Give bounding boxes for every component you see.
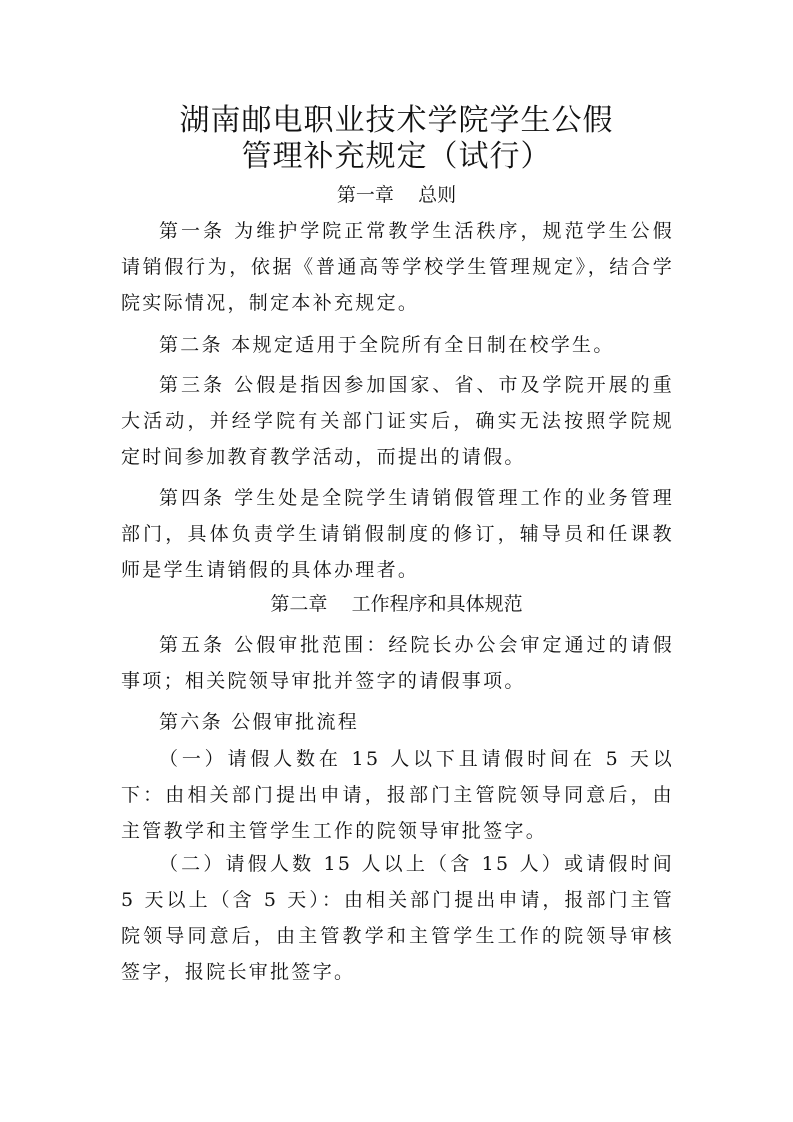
article-4-text: 学生处是全院学生请销假管理工作的业务管理部门，具体负责学生请销假制度的修订，辅导员和任课教师是学生请销假的具体办理者。 bbox=[121, 487, 674, 581]
article-4 bbox=[121, 480, 674, 588]
article-1-label: 第一条 bbox=[159, 220, 226, 242]
article-1 bbox=[121, 213, 674, 321]
article-6 bbox=[121, 704, 674, 740]
article-1-text: 为维护学院正常教学生活秩序，规范学生公假请销假行为，依据《普通高等学校学生管理规定》，结合学院实际情况，制定本补充规定。 bbox=[121, 220, 674, 314]
document-title-line-2: 管理补充规定（试行） bbox=[241, 139, 552, 174]
document-title-line-1: 湖南邮电职业技术学院学生公假 bbox=[179, 103, 614, 138]
article-3-text: 公假是指因参加国家、省、市及学院开展的重大活动，并经学院有关部门证实后，确实无法按照学院规定时间参加教育教学活动，而提出的请假。 bbox=[121, 374, 674, 468]
article-2 bbox=[121, 327, 674, 363]
list-item-2: （二）请假人数 15 人以上（含 15 人）或请假时间 5 天以上（含 5 天）：由相关部门提出申请，报部门主管院领导同意后，由主管教学和主管学生工作的院领导审核签字，报院长审批签字。 bbox=[121, 853, 674, 983]
article-2-label: 第二条 bbox=[159, 334, 223, 356]
chapter-1-heading: 第一章 总则 bbox=[336, 184, 457, 206]
list-item-1: （一）请假人数在 15 人以下且请假时间在 5 天以下：由相关部门提出申请，报部门主管院领导同意后，由主管教学和主管学生工作的院领导审批签字。 bbox=[121, 748, 674, 842]
article-3 bbox=[121, 367, 674, 475]
article-6-text: 公假审批流程 bbox=[231, 711, 360, 733]
article-5 bbox=[121, 627, 674, 699]
article-3-label: 第三条 bbox=[159, 374, 226, 396]
chapter-2-heading: 第二章 工作程序和具体规范 bbox=[270, 593, 523, 615]
article-5-text: 公假审批范围：经院长办公会审定通过的请假事项；相关院领导审批并签字的请假事项。 bbox=[121, 634, 674, 692]
article-4-label: 第四条 bbox=[159, 487, 226, 509]
article-5-label: 第五条 bbox=[159, 634, 226, 656]
article-6-label: 第六条 bbox=[159, 711, 223, 733]
article-2-text: 本规定适用于全院所有全日制在校学生。 bbox=[231, 334, 615, 356]
